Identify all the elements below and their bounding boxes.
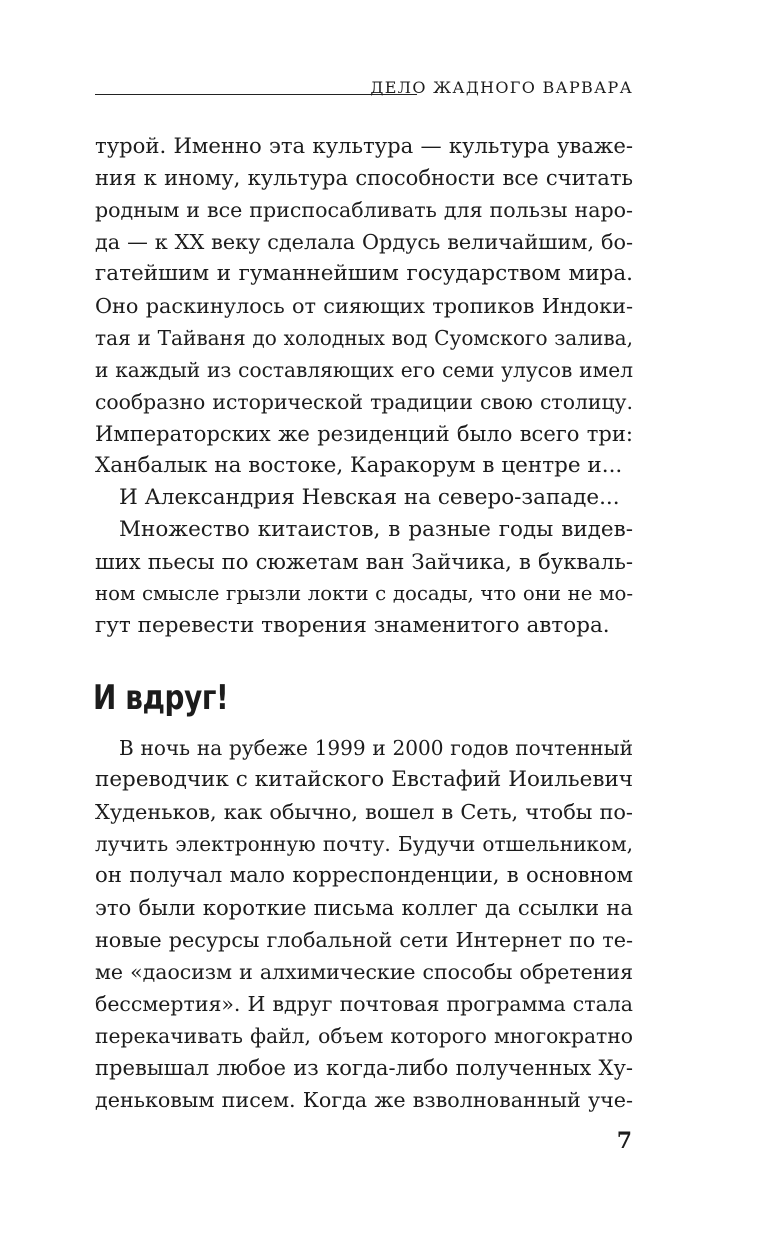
text-block-2: [95, 732, 633, 1116]
text-block-1: [95, 130, 633, 642]
text-line: В ночь на рубеже 1999 и 2000 годов почтенный: [119, 736, 633, 760]
text-line: Худеньков, как обычно, вошел в Сеть, чтобы по-: [95, 800, 633, 824]
running-head-title: ДЕЛО ЖАДНОГО ВАРВАРА: [370, 78, 633, 97]
text-line: Множество китаистов, в разные годы видев-: [119, 517, 633, 542]
text-line: гут перевести творения знаменитого автора.: [95, 613, 610, 638]
text-line: родным и все приспосабливать для пользы наро-: [95, 198, 633, 222]
text-line: он получал мало корреспонденции, в основном: [95, 863, 633, 888]
text-line: гатейшим и гуманнейшим государством мира.: [95, 261, 633, 286]
page-number: 7: [616, 1128, 632, 1154]
text-line: Оно раскинулось от сияющих тропиков Индоки-: [95, 294, 633, 318]
text-line: турой. Именно эта культура — культура уваже-: [95, 133, 633, 158]
text-line: И Александрия Невская на северо-западе...: [119, 485, 620, 510]
text-line: лучить электронную почту. Будучи отшельником,: [95, 832, 633, 856]
text-line: новые ресурсы глобальной сети Интернет по те-: [95, 928, 633, 952]
text-line: перекачивать файл, объем которого многократно: [95, 1024, 633, 1048]
text-line: переводчик с китайского Евстафий Иоильевич: [95, 767, 633, 792]
text-line: ших пьесы по сюжетам ван Зайчика, в букваль-: [95, 549, 633, 574]
text-line: тая и Тайваня до холодных вод Суомского залива,: [95, 326, 633, 350]
text-line: Императорских же резиденций было всего три:: [95, 421, 633, 446]
text-line: да — к XX веку сделала Ордусь величайшим, бо-: [95, 230, 633, 254]
text-line: сообразно исторической традиции свою столицу.: [95, 390, 633, 414]
section-heading: И вдруг!: [93, 678, 229, 718]
text-line: ния к иному, культура способности все считать: [95, 165, 633, 190]
text-line: деньковым писем. Когда же взволнованный уче-: [95, 1088, 633, 1112]
running-head-rule: [95, 94, 417, 95]
text-line: ном смысле грызли локти с досады, что они не мо-: [95, 582, 633, 605]
text-line: ме «даосизм и алхимические способы обретения: [95, 960, 633, 984]
text-line: превышал любое из когда-либо полученных Ху-: [95, 1055, 633, 1080]
text-line: это были короткие письма коллег да ссылки на: [95, 895, 633, 920]
text-line: бессмертия». И вдруг почтовая программа стала: [95, 992, 633, 1016]
text-line: и каждый из составляющих его семи улусов имел: [95, 358, 633, 382]
text-line: Ханбалык на востоке, Каракорум в центре и...: [95, 453, 623, 478]
running-head: [95, 78, 633, 102]
